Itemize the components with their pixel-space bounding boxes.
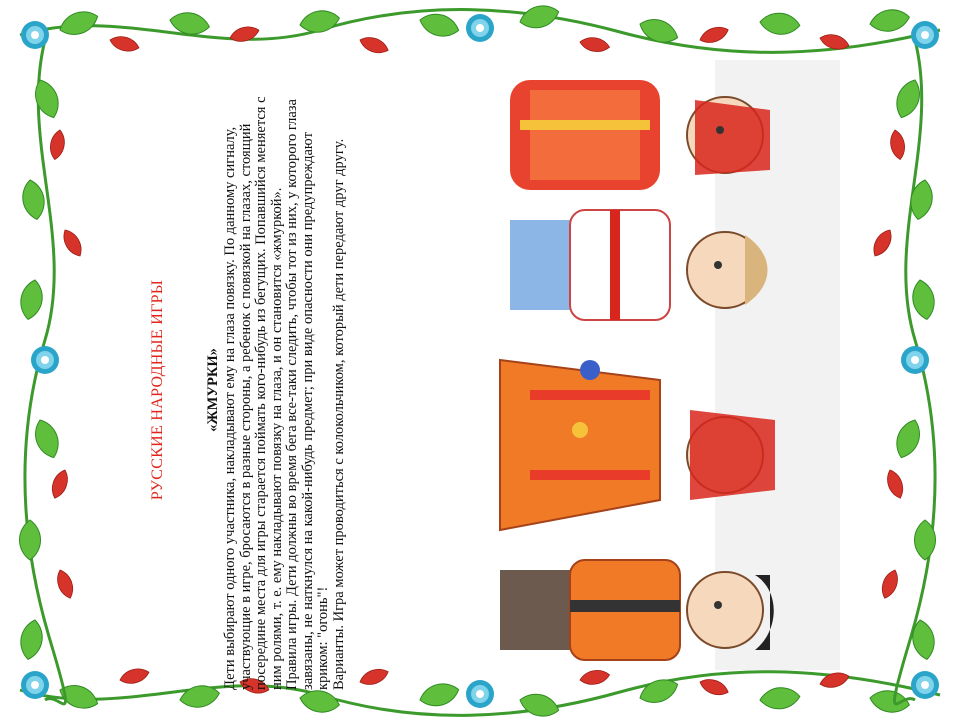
- border-right: [869, 40, 937, 704]
- paragraph-description: Дети выбирают одного участника, накладывают ему на глаза повязку. По данному сигналу, участвующие в игре, бросаются в разные стороны, а ребенок с повязкой на глазах, стоящий посередине места для игры старается поймать кого-нибудь из бегущих. Попавшийся меняется с ним ролями, т. е. ему накладывают повязку на глаза, и он становится «жмуркой».: [222, 96, 285, 690]
- game-title: «ЖМУРКИ»: [204, 348, 221, 432]
- page-heading: РУССКИЕ НАРОДНЫЕ ИГРЫ: [149, 279, 166, 501]
- girl-red-sarafan: [510, 80, 770, 190]
- folk-costume-children-illustration: [490, 60, 840, 670]
- paragraph-rules: Правила игры. Дети должны во время бега все-таки следить, чтобы тот из них, у которого глаза завязаны, не наткнулся на какой-нибудь предмет; при виде опасности они предупреждают криком: "огонь"!: [284, 99, 331, 690]
- text-block: [150, 90, 470, 690]
- boy-orange-shirt: [500, 560, 774, 660]
- border-left: [18, 40, 86, 704]
- border-top: [20, 2, 940, 57]
- paragraph-variants: Варианты. Игра может проводиться с колокольчиком, который дети передают друг другу.: [330, 138, 347, 690]
